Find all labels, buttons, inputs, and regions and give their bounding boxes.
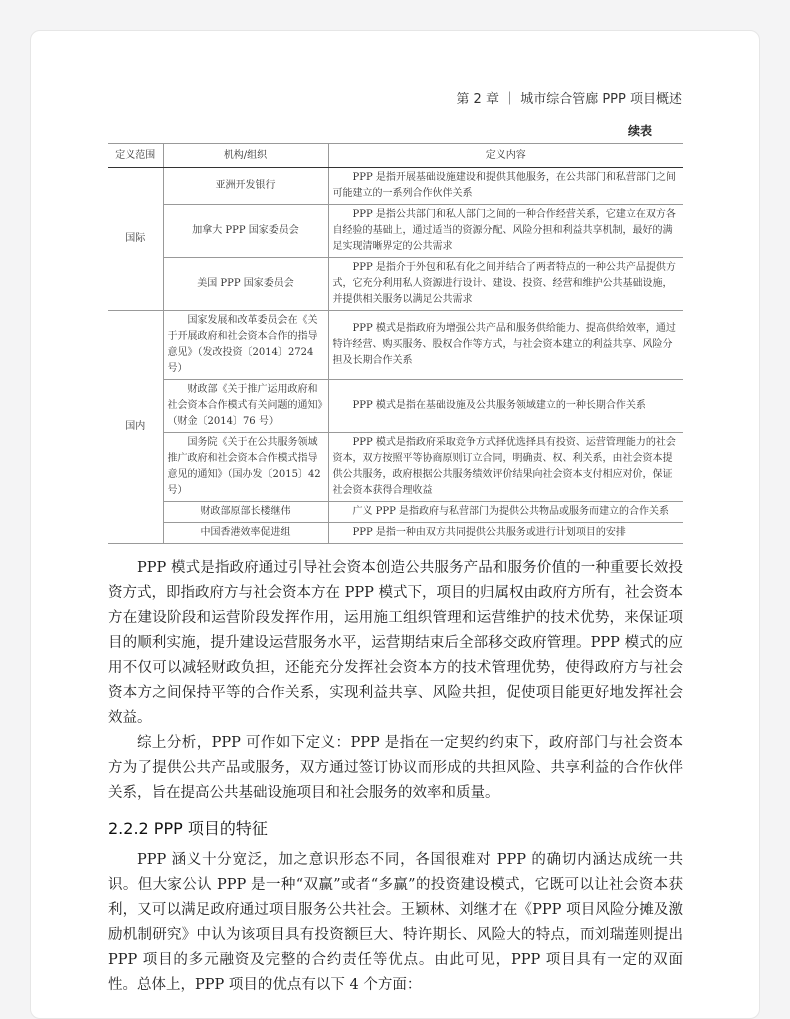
table-row [108, 380, 683, 433]
org-cell: 国务院《关于在公共服务领域推广政府和社会资本合作模式指导意见的通知》（国办发〔2015〕42 号） [163, 433, 328, 502]
table-row [108, 502, 683, 523]
body-text [108, 848, 683, 998]
paragraph: PPP 模式是指政府通过引导社会资本创造公共服务产品和服务价值的一种重要长效投资方式，即指政府方与社会资本方在 PPP 模式下，项目的归属权由政府方所有，社会资本方在建设阶段和运营阶段发挥作用，运用施工组织管理和运营维护的技术优势，来保证项目的顺利实施，提升建设运营服务水平，运营期结束后全部移交政府管理。PPP 模式的应用不仅可以减轻财政负担，还能充分发挥社会资本方的技术管理优势，使得政府方与社会资本方之间保持平等的合作关系，实现利益共享、风险共担，促使项目能更好地发挥社会效益。 [108, 560, 683, 726]
running-header: 第 2 章 ｜ 城市综合管廊 PPP 项目概述 [456, 92, 682, 107]
def-cell: PPP 是指开展基础设施建设和提供其他服务，在公共部门和私营部门之间可能建立的一系列合作伙伴关系 [328, 168, 683, 205]
col-header: 定义内容 [328, 144, 683, 168]
table-header-row [108, 144, 683, 168]
col-header: 机构/组织 [163, 144, 328, 168]
org-cell: 国家发展和改革委员会在《关于开展政府和社会资本合作的指导意见》（发改投资〔2014〕2724 号） [163, 311, 328, 380]
def-cell: PPP 是指公共部门和私人部门之间的一种合作经营关系，它建立在双方各自经验的基础上，通过适当的资源分配、风险分担和利益共享机制，最好的满足实现清晰界定的公共需求 [328, 205, 683, 258]
paragraph: PPP 涵义十分宽泛，加之意识形态不同，各国很难对 PPP 的确切内涵达成统一共识。但大家公认 PPP 是一种“双赢”或者“多赢”的投资建设模式，它既可以让社会资本获利，又可以满足政府通过项目服务公共社会。王颖林、刘继才在《PPP 项目风险分摊及激励机制研究》中认为该项目具有投资额巨大、特许期长、风险大的特点，而刘瑞莲则提出 PPP 项目的多元融资及完整的合约责任等优点。由此可见，PPP 项目具有一定的双面性。总体上，PPP 项目的优点有以下 4 个方面： [108, 852, 683, 993]
section-heading: 2.2.2 PPP 项目的特征 [108, 819, 268, 838]
def-cell: PPP 模式是指政府采取竞争方式择优选择具有投资、运营管理能力的社会资本，双方按照平等协商原则订立合同，明确责、权、利关系，由社会资本提供公共服务，政府根据公共服务绩效评价结果向社会资本支付相应对价，保证社会资本获得合理收益 [328, 433, 683, 502]
paragraph: 综上分析，PPP 可作如下定义：PPP 是指在一定契约约束下，政府部门与社会资本方为了提供公共产品或服务，双方通过签订协议而形成的共担风险、共享利益的合作伙伴关系，旨在提高公共基础设施项目和社会服务的效率和质量。 [108, 735, 683, 801]
col-header: 定义范围 [108, 144, 163, 168]
def-cell: PPP 是指介于外包和私有化之间并结合了两者特点的一种公共产品提供方式，它充分利用私人资源进行设计、建设、投资、经营和维护公共基础设施，并提供相关服务以满足公共需求 [328, 258, 683, 311]
table-row [108, 205, 683, 258]
org-cell: 加拿大 PPP 国家委员会 [163, 205, 328, 258]
org-cell: 美国 PPP 国家委员会 [163, 258, 328, 311]
def-cell: 广义 PPP 是指政府与私营部门为提供公共物品或服务而建立的合作关系 [328, 502, 683, 523]
def-cell: PPP 模式是指政府为增强公共产品和服务供给能力、提高供给效率，通过特许经营、购买服务、股权合作等方式，与社会资本建立的利益共享、风险分担及长期合作关系 [328, 311, 683, 380]
table-row [108, 523, 683, 544]
scope-cell: 国内 [108, 311, 163, 544]
ppp-definitions-table [108, 143, 683, 544]
table-row [108, 433, 683, 502]
def-cell: PPP 是指一种由双方共同提供公共服务或进行计划项目的安排 [328, 523, 683, 544]
org-cell: 财政部《关于推广运用政府和社会资本合作模式有关问题的通知》（财金〔2014〕76 号） [163, 380, 328, 433]
def-cell: PPP 模式是指在基础设施及公共服务领域建立的一种长期合作关系 [328, 380, 683, 433]
continued-label: 续表 [627, 124, 652, 138]
table-row [108, 258, 683, 311]
scope-cell: 国际 [108, 168, 163, 311]
table-row [108, 311, 683, 380]
org-cell: 亚洲开发银行 [163, 168, 328, 205]
body-text [108, 556, 683, 806]
page [30, 30, 760, 1019]
org-cell: 财政部原部长楼继伟 [163, 502, 328, 523]
org-cell: 中国香港效率促进组 [163, 523, 328, 544]
table-row [108, 168, 683, 205]
